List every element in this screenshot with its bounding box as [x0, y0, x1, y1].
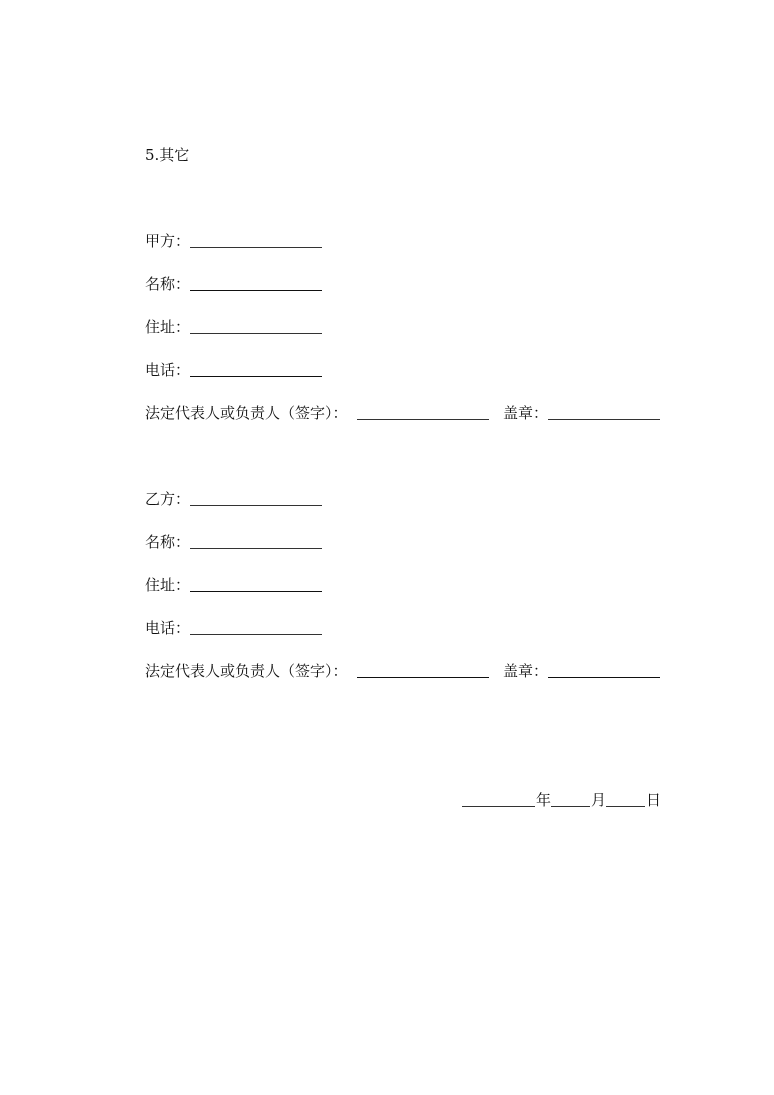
date-year-field[interactable]: [462, 806, 535, 807]
party-a-rep-label: 法定代表人或负责人（签字）：: [145, 404, 348, 422]
party-b-label: 乙方：: [145, 490, 191, 508]
party-a-seal-label: 盖章：: [503, 404, 549, 422]
party-a-name-label: 名称：: [145, 275, 191, 293]
party-a-label: 甲方：: [145, 232, 191, 250]
party-a-address-field[interactable]: [190, 333, 322, 334]
party-a-rep-signature-field[interactable]: [357, 419, 489, 420]
date-day-field[interactable]: [606, 806, 645, 807]
party-a-phone-field[interactable]: [190, 376, 322, 377]
party-a-seal-field[interactable]: [548, 419, 660, 420]
party-b-name-label: 名称：: [145, 533, 191, 551]
date-day-label: 日: [646, 791, 662, 809]
party-a-phone-label: 电话：: [145, 361, 191, 379]
party-b-address-label: 住址：: [145, 576, 191, 594]
section-heading: 5.其它: [145, 146, 190, 164]
party-b-address-field[interactable]: [190, 591, 322, 592]
party-b-rep-label: 法定代表人或负责人（签字）：: [145, 662, 348, 680]
party-b-name-field[interactable]: [190, 548, 322, 549]
party-a-address-label: 住址：: [145, 318, 191, 336]
party-a-field[interactable]: [190, 247, 322, 248]
date-month-label: 月: [591, 791, 607, 809]
party-b-seal-field[interactable]: [548, 677, 660, 678]
date-month-field[interactable]: [551, 806, 590, 807]
party-b-field[interactable]: [190, 505, 322, 506]
party-b-rep-signature-field[interactable]: [357, 677, 489, 678]
party-b-seal-label: 盖章：: [503, 662, 549, 680]
date-year-label: 年: [536, 791, 552, 809]
party-b-phone-label: 电话：: [145, 619, 191, 637]
party-a-name-field[interactable]: [190, 290, 322, 291]
party-b-phone-field[interactable]: [190, 634, 322, 635]
